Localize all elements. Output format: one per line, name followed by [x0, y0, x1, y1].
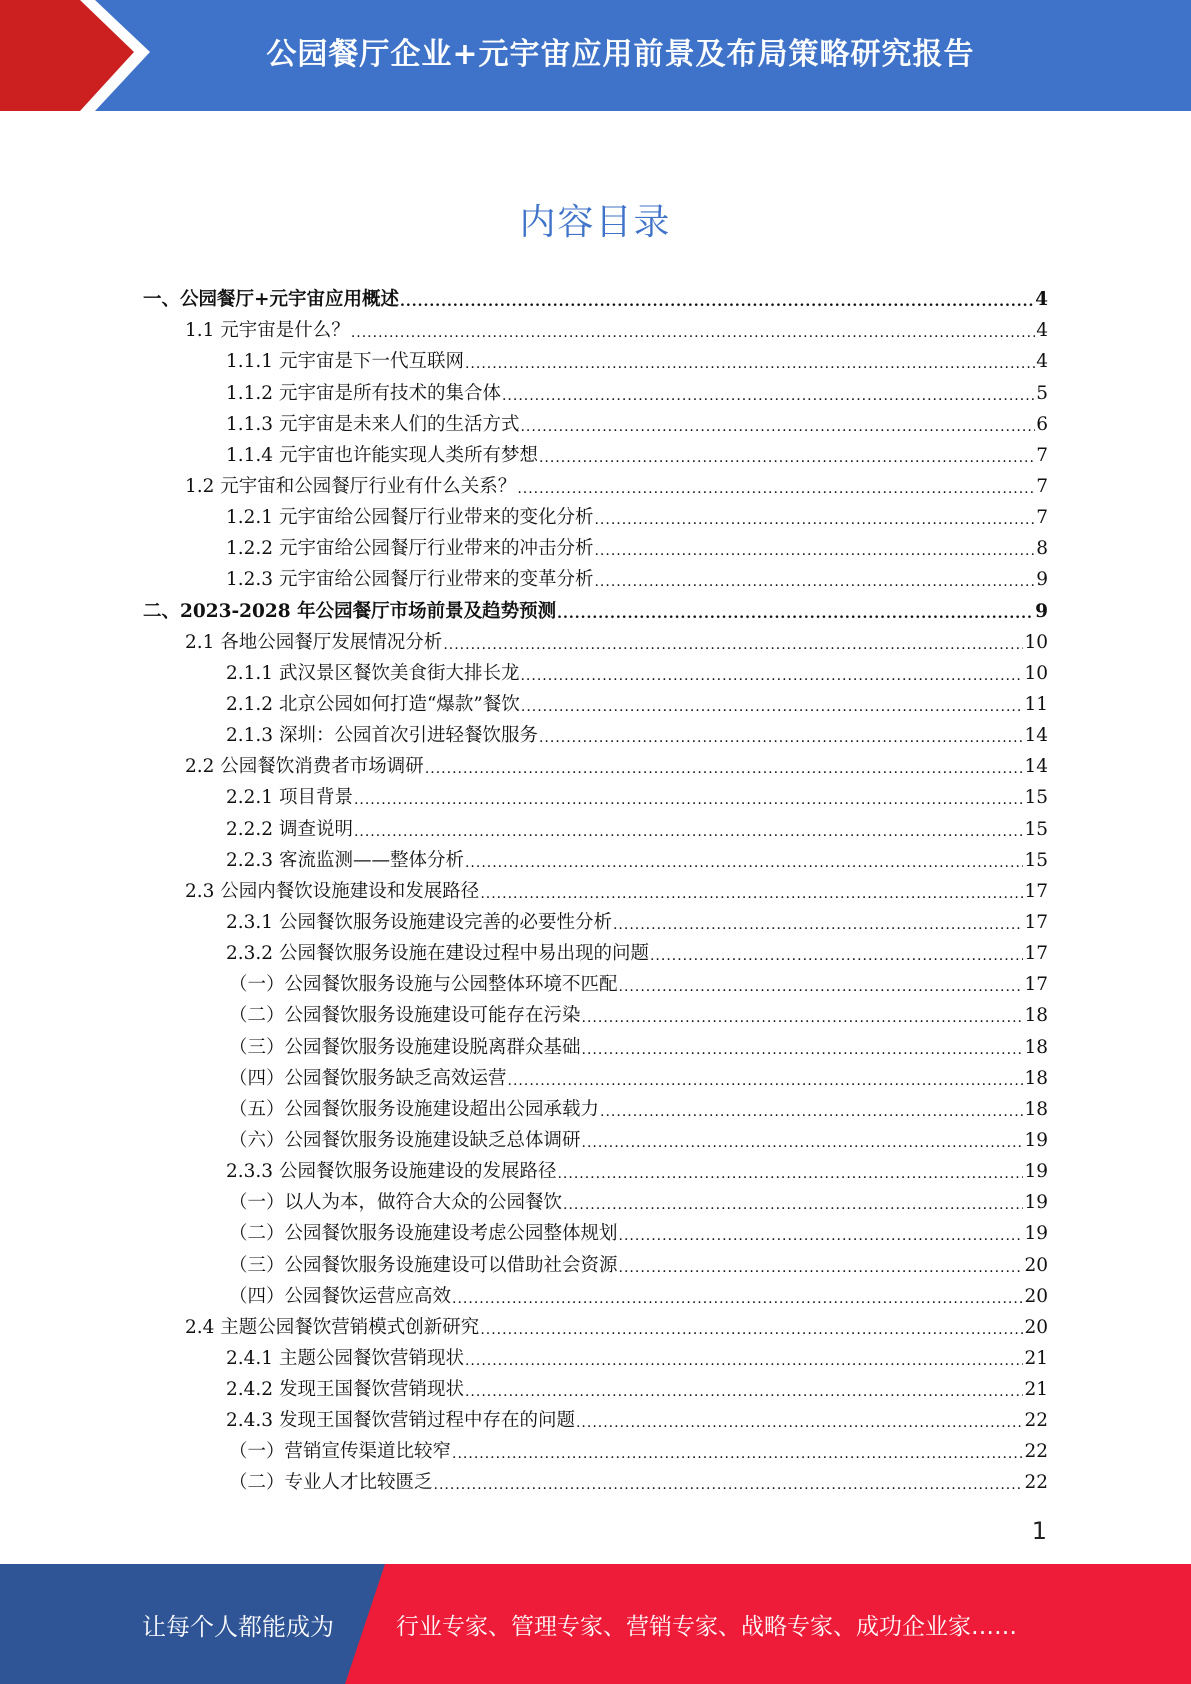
- toc-dot-leader: [539, 725, 1023, 751]
- toc-entry-text: （二）专业人才比较匮乏: [229, 1472, 433, 1494]
- toc-entry-page: 17: [1024, 911, 1048, 933]
- toc-dot-leader: [650, 943, 1023, 969]
- toc-entry-text: 2.2.3 客流监测——整体分析: [226, 849, 464, 871]
- toc-dot-leader: [594, 569, 1035, 595]
- toc-entry-page: 18: [1024, 1067, 1048, 1089]
- toc-entry[interactable]: [143, 1031, 1048, 1062]
- toc-entry-text: 1.1.1 元宇宙是下一代互联网: [226, 351, 464, 373]
- toc-entry[interactable]: [143, 689, 1048, 720]
- toc-entry-page: 4: [1035, 289, 1048, 311]
- toc-entry-text: （四）公园餐饮服务缺乏高效运营: [229, 1067, 507, 1089]
- toc-entry-text: 1.1.3 元宇宙是未来人们的生活方式: [226, 413, 520, 435]
- toc-entry-page: 21: [1024, 1379, 1048, 1401]
- toc-entry[interactable]: [143, 813, 1048, 844]
- toc-entry[interactable]: [143, 502, 1048, 533]
- toc-dot-leader: [517, 476, 1035, 502]
- page-number: 1: [1031, 1517, 1047, 1545]
- toc-entry[interactable]: [143, 1249, 1048, 1280]
- toc-entry[interactable]: [143, 1000, 1048, 1031]
- toc-entry[interactable]: [143, 845, 1048, 876]
- toc-entry-text: 1.2.1 元宇宙给公园餐厅行业带来的变化分析: [226, 507, 594, 529]
- toc-entry[interactable]: [143, 346, 1048, 377]
- toc-entry[interactable]: [143, 658, 1048, 689]
- toc-entry[interactable]: [143, 938, 1048, 969]
- toc-entry-text: 2.3.2 公园餐饮服务设施在建设过程中易出现的问题: [226, 943, 649, 965]
- toc-dot-leader: [613, 912, 1023, 938]
- toc-entry[interactable]: [143, 471, 1048, 502]
- toc-entry-text: （二）公园餐饮服务设施建设可能存在污染: [229, 1005, 581, 1027]
- header-arrow-graphic: [0, 0, 160, 111]
- toc-dot-leader: [557, 601, 1034, 627]
- toc-entry[interactable]: [143, 1405, 1048, 1436]
- toc-entry-page: 22: [1024, 1472, 1048, 1494]
- toc-dot-leader: [465, 351, 1035, 377]
- toc-entry-page: 20: [1024, 1285, 1048, 1307]
- toc-entry[interactable]: [143, 595, 1048, 626]
- toc-entry[interactable]: [143, 315, 1048, 346]
- toc-entry-page: 20: [1024, 1316, 1048, 1338]
- toc-heading: 内容目录: [519, 202, 672, 243]
- toc-entry-text: 一、公园餐厅+元宇宙应用概述: [143, 289, 400, 311]
- toc-entry-text: 2.3 公园内餐饮设施建设和发展路径: [185, 880, 480, 902]
- toc-dot-leader: [480, 881, 1023, 907]
- toc-entry-page: 19: [1024, 1223, 1048, 1245]
- toc-dot-leader: [465, 850, 1023, 876]
- toc-entry-text: 1.1.4 元宇宙也许能实现人类所有梦想: [226, 444, 538, 466]
- toc-entry-page: 5: [1036, 382, 1048, 404]
- toc-entry-text: 2.2.1 项目背景: [226, 787, 353, 809]
- toc-entry[interactable]: [143, 1187, 1048, 1218]
- toc-dot-leader: [443, 632, 1023, 658]
- toc-entry-page: 15: [1024, 787, 1048, 809]
- toc-entry-page: 9: [1036, 569, 1048, 591]
- toc-dot-leader: [465, 1348, 1023, 1374]
- toc-entry[interactable]: [143, 377, 1048, 408]
- toc-entry-page: 14: [1024, 725, 1048, 747]
- toc-entry-page: 15: [1024, 849, 1048, 871]
- toc-dot-leader: [521, 694, 1024, 720]
- toc-dot-leader: [452, 1286, 1023, 1312]
- table-of-contents: [143, 284, 1048, 1498]
- toc-dot-leader: [619, 1223, 1024, 1249]
- toc-entry-text: 2.4.1 主题公园餐饮营销现状: [226, 1347, 464, 1369]
- toc-entry-page: 17: [1024, 943, 1048, 965]
- toc-entry[interactable]: [143, 1343, 1048, 1374]
- toc-dot-leader: [351, 320, 1035, 346]
- toc-entry-text: 2.4.2 发现王国餐饮营销现状: [226, 1379, 464, 1401]
- toc-entry[interactable]: [143, 284, 1048, 315]
- toc-dot-leader: [400, 289, 1034, 315]
- toc-entry[interactable]: [143, 1374, 1048, 1405]
- toc-entry-text: （一）公园餐饮服务设施与公园整体环境不匹配: [229, 974, 618, 996]
- toc-entry-page: 22: [1024, 1410, 1048, 1432]
- toc-entry-page: 4: [1036, 351, 1048, 373]
- toc-entry-text: 2.2 公园餐饮消费者市场调研: [185, 756, 424, 778]
- footer-slogan-left: 让每个人都能成为: [142, 1612, 334, 1641]
- toc-entry-page: 17: [1024, 974, 1048, 996]
- toc-entry-text: （四）公园餐饮运营应高效: [229, 1285, 452, 1307]
- toc-dot-leader: [582, 1005, 1024, 1031]
- toc-entry[interactable]: [143, 533, 1048, 564]
- toc-entry-text: 1.2.2 元宇宙给公园餐厅行业带来的冲击分析: [226, 538, 594, 560]
- toc-dot-leader: [594, 507, 1035, 533]
- toc-dot-leader: [502, 383, 1035, 409]
- toc-dot-leader: [582, 1130, 1024, 1156]
- toc-dot-leader: [539, 445, 1035, 471]
- footer-slogan-right: 行业专家、管理专家、营销专家、战略专家、成功企业家……: [396, 1613, 1017, 1640]
- toc-entry-text: 二、2023-2028 年公园餐厅市场前景及趋势预测: [143, 600, 557, 622]
- toc-entry[interactable]: [143, 1312, 1048, 1343]
- toc-entry[interactable]: [143, 720, 1048, 751]
- toc-entry-text: 1.2 元宇宙和公园餐厅行业有什么关系？: [185, 475, 517, 497]
- toc-entry-page: 11: [1024, 693, 1048, 715]
- toc-entry-page: 19: [1024, 1161, 1048, 1183]
- toc-dot-leader: [619, 1255, 1024, 1281]
- toc-entry-page: 15: [1024, 818, 1048, 840]
- report-title: 公园餐厅企业+元宇宙应用前景及布局策略研究报告: [266, 36, 975, 72]
- toc-entry-page: 7: [1036, 444, 1048, 466]
- toc-entry[interactable]: [143, 627, 1048, 658]
- toc-dot-leader: [434, 1472, 1024, 1498]
- toc-entry[interactable]: [143, 782, 1048, 813]
- toc-entry-text: 2.1 各地公园餐厅发展情况分析: [185, 631, 443, 653]
- toc-dot-leader: [619, 974, 1024, 1000]
- toc-dot-leader: [594, 538, 1035, 564]
- toc-entry[interactable]: [143, 876, 1048, 907]
- toc-entry[interactable]: [143, 1063, 1048, 1094]
- toc-entry-page: 8: [1036, 538, 1048, 560]
- toc-dot-leader: [557, 1161, 1023, 1187]
- toc-entry-text: 1.2.3 元宇宙给公园餐厅行业带来的变革分析: [226, 569, 594, 591]
- toc-entry-text: 2.1.2 北京公园如何打造“爆款”餐饮: [226, 693, 520, 715]
- toc-entry-page: 9: [1035, 600, 1048, 622]
- header-banner: [0, 0, 1191, 111]
- toc-dot-leader: [452, 1441, 1023, 1467]
- toc-dot-leader: [563, 1192, 1023, 1218]
- toc-entry-text: （五）公园餐饮服务设施建设超出公园承载力: [229, 1098, 600, 1120]
- toc-entry-text: （二）公园餐饮服务设施建设考虑公园整体规划: [229, 1223, 618, 1245]
- toc-entry-page: 4: [1036, 320, 1048, 342]
- toc-entry-page: 10: [1024, 662, 1048, 684]
- toc-entry-page: 17: [1024, 880, 1048, 902]
- toc-entry-text: 2.4 主题公园餐饮营销模式创新研究: [185, 1316, 480, 1338]
- toc-dot-leader: [576, 1410, 1023, 1436]
- toc-entry-text: 2.1.1 武汉景区餐饮美食街大排长龙: [226, 662, 520, 684]
- toc-entry[interactable]: [143, 907, 1048, 938]
- toc-entry-page: 6: [1036, 413, 1048, 435]
- toc-entry-page: 19: [1024, 1129, 1048, 1151]
- toc-entry[interactable]: [143, 1094, 1048, 1125]
- toc-entry-text: 1.1.2 元宇宙是所有技术的集合体: [226, 382, 501, 404]
- toc-entry-text: （三）公园餐饮服务设施建设脱离群众基础: [229, 1036, 581, 1058]
- toc-entry-text: （三）公园餐饮服务设施建设可以借助社会资源: [229, 1254, 618, 1276]
- toc-entry-text: 2.3.1 公园餐饮服务设施建设完善的必要性分析: [226, 911, 612, 933]
- toc-entry[interactable]: [143, 440, 1048, 471]
- toc-entry-text: （一）营销宣传渠道比较窄: [229, 1441, 452, 1463]
- toc-entry-page: 14: [1024, 756, 1048, 778]
- toc-entry-text: （六）公园餐饮服务设施建设缺乏总体调研: [229, 1129, 581, 1151]
- toc-entry[interactable]: [143, 564, 1048, 595]
- toc-dot-leader: [582, 1037, 1024, 1063]
- toc-entry-page: 21: [1024, 1347, 1048, 1369]
- toc-entry-text: 2.4.3 发现王国餐饮营销过程中存在的问题: [226, 1410, 575, 1432]
- toc-entry-page: 18: [1024, 1005, 1048, 1027]
- toc-dot-leader: [354, 787, 1024, 813]
- toc-entry-page: 18: [1024, 1036, 1048, 1058]
- toc-entry-text: 1.1 元宇宙是什么？: [185, 320, 350, 342]
- toc-dot-leader: [480, 1317, 1023, 1343]
- toc-dot-leader: [465, 1379, 1023, 1405]
- toc-entry[interactable]: [143, 1436, 1048, 1467]
- toc-entry-page: 20: [1024, 1254, 1048, 1276]
- toc-dot-leader: [520, 414, 1035, 440]
- toc-entry-page: 10: [1024, 631, 1048, 653]
- toc-dot-leader: [425, 756, 1024, 782]
- toc-dot-leader: [600, 1099, 1023, 1125]
- toc-entry-text: 2.2.2 调查说明: [226, 818, 353, 840]
- toc-entry-page: 18: [1024, 1098, 1048, 1120]
- toc-entry[interactable]: [143, 1156, 1048, 1187]
- toc-entry[interactable]: [143, 1125, 1048, 1156]
- toc-dot-leader: [508, 1068, 1024, 1094]
- toc-entry-page: 7: [1036, 507, 1048, 529]
- toc-entry-text: 2.3.3 公园餐饮服务设施建设的发展路径: [226, 1161, 557, 1183]
- toc-entry-page: 7: [1036, 475, 1048, 497]
- toc-entry[interactable]: [143, 969, 1048, 1000]
- toc-entry[interactable]: [143, 751, 1048, 782]
- toc-entry-page: 19: [1024, 1192, 1048, 1214]
- toc-entry[interactable]: [143, 1467, 1048, 1498]
- toc-dot-leader: [520, 663, 1023, 689]
- toc-entry[interactable]: [143, 409, 1048, 440]
- toc-dot-leader: [354, 819, 1024, 845]
- toc-entry-text: （一）以人为本，做符合大众的公园餐饮: [229, 1192, 563, 1214]
- footer-banner: [0, 1564, 1191, 1684]
- toc-entry-text: 2.1.3 深圳：公园首次引进轻餐饮服务: [226, 725, 538, 747]
- toc-entry-page: 22: [1024, 1441, 1048, 1463]
- toc-entry[interactable]: [143, 1218, 1048, 1249]
- toc-entry[interactable]: [143, 1281, 1048, 1312]
